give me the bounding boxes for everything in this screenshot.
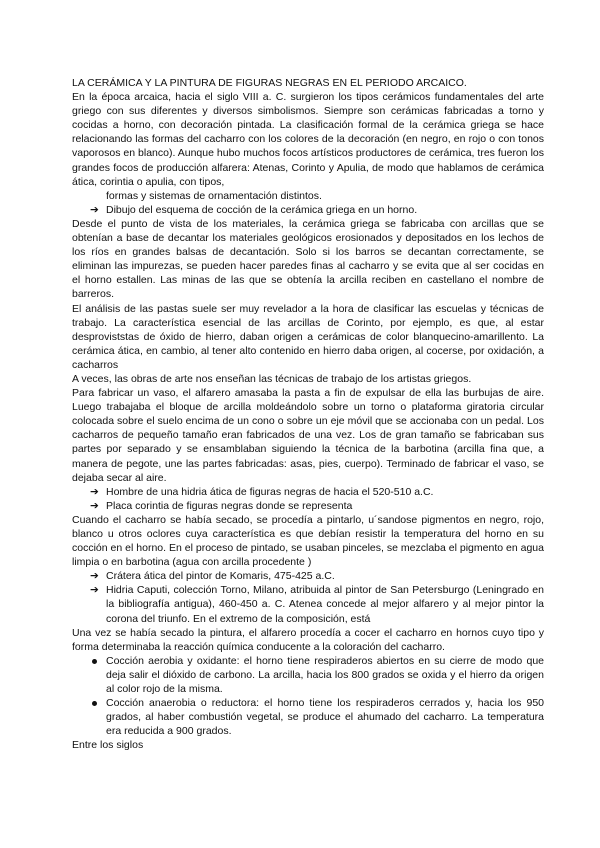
figure-caption-plaque [72, 499, 544, 513]
figure-caption-text: Placa corintia de figuras negras donde se representa [106, 499, 353, 512]
list-item-anaerobic [72, 696, 544, 738]
arrow-icon: ➔ [90, 499, 99, 512]
figure-caption-text: Dibujo del esquema de cocción de la cerámica griega en un horno. [106, 203, 418, 216]
arrow-icon: ➔ [90, 570, 99, 583]
paragraph-intro-tail: formas y sistemas de ornamentación distintos. [106, 189, 322, 202]
list-item-aerobic [72, 654, 544, 696]
figure-caption-text: Hombre de una hidria ática de figuras negras de hacia el 520-510 a.C. [106, 485, 434, 498]
document-title: LA CERÁMICA Y LA PINTURA DE FIGURAS NEGRAS EN EL PERIODO ARCAICO. [72, 77, 467, 89]
figure-caption-caputi [72, 583, 544, 625]
arrow-icon: ➔ [90, 203, 99, 216]
bullet-icon [92, 659, 97, 664]
paragraph-materials: Desde el punto de vista de los materiales, la cerámica griega se fabricaba con arcillas que se obtenían a base de decantar los materiales geológicos erosionados y depositados en los lechos de los ríos en grandes balsas de decantación. Solo si los barros se decantan correctamente, se eliminan las impurezas, se pueden hacer paredes finas al cacharro y se evita que al ser cocidas en el horno estallen. Las minas de las que se obtenía la arcilla reciben en castellano el nombre de barreros. [72, 217, 544, 301]
figure-caption-hydria [72, 485, 544, 499]
list-item-text: Cocción anaerobia o reductora: el horno tiene los respiraderos cerrados y, hacia los 950 grados, al haber combustión vegetal, se produce el ahumado del cacharro. La temperatura era reducida a 900 grados. [106, 697, 544, 738]
figure-caption-text: Hidria Caputi, colección Torno, Milano, atribuida al pintor de San Petersburgo (Leningrado en la bibliografía antigua), 460-450 a. C. Atenea concede al mejor alfarero y al mejor pintor la corona del triunfo. En el extremo de la composición, está [106, 584, 544, 625]
bullet-icon [92, 701, 97, 706]
paragraph-vase-making: Para fabricar un vaso, el alfarero amasaba la pasta a fin de expulsar de ella las burbujas de aire. Luego trabajaba el bloque de arcilla moldeándolo sobre un torno o plataforma giratoria circular colocada sobre el suelo encima de un cono o sobre un eje móvil que se accionaba con un pedal. Los cacharros de pequeño tamaño eran fabricados de una vez. Los de gran tamaño se fabricaban sus partes por separado y se ensamblaban siguiendo la técnica de la barbotina (arcilla fina que, a manera de pegote, une las partes fabricadas: asas, pies, cuerpo). Terminado de fabricar el vaso, se dejaba secar al aire. [72, 387, 544, 484]
paragraph-painting: Cuando el cacharro se había secado, se procedía a pintarlo, u´sandose pigmentos en negro, rojo, blanco u otros oclores cuya característica es que debían resistir la temperatura del horno en su cocción en el horno. En el proceso de pintado, se usaban pinceles, se mezclaba el pigmento en agua limpia o en barbotina (agua con arcilla procedente ) [72, 513, 544, 569]
arrow-icon: ➔ [90, 584, 99, 597]
figure-caption-krater [72, 569, 544, 583]
figure-caption-kiln [72, 203, 544, 217]
paragraph-techniques: A veces, las obras de arte nos enseñan las técnicas de trabajo de los artistas griegos. [72, 372, 472, 385]
paragraph-pastes: El análisis de las pastas suele ser muy revelador a la hora de clasificar las escuelas y técnicas de trabajo. La característica esencial de las arcillas de Corinto, por ejemplo, es que, al estar desproviststas de óxido de hierro, daban origen a cerámicas de color blanquecino-amarillento. La cerámica ática, en cambio, al tener alto contenido en hierro daba origen, al cocerse, por oxidación, a cacharros [72, 302, 544, 371]
paragraph-firing: Una vez se había secado la pintura, el alfarero procedía a cocer el cacharro en hornos cuyo tipo y forma determinaba la reacción química conducente a la coloración del cacharro. [72, 626, 544, 653]
arrow-icon: ➔ [90, 485, 99, 498]
list-item-text: Cocción aerobia y oxidante: el horno tiene respiraderos abiertos en su cierre de modo que deja salir el dióxido de carbono. La arcilla, hacia los 800 grados se oxida y el hierro da origen al color rojo de la misma. [106, 654, 544, 696]
paragraph-closing: Entre los siglos [72, 739, 144, 752]
figure-caption-text: Crátera ática del pintor de Komaris, 475-425 a.C. [106, 570, 335, 583]
paragraph-intro: En la época arcaica, hacia el siglo VIII a. C. surgieron los tipos cerámicos fundamentales del arte griego con sus diferentes y diversos simbolismos. Siempre son cerámicas fabricadas a torno y cocidas a horno, con decoración pintada. La clasificación formal de la cerámica griega se hace relacionando las formas del cacharro con los colores de la decoración (en negro, en rojo o con tonos vaporosos en blanco). Aunque hubo muchos focos artísticos productores de cerámica, tres fueron los grandes focos de producción alfarera: Atenas, Corinto y Apulia, de modo que hablamos de cerámica ática, corintia o apulia, con tipos, [72, 91, 544, 188]
